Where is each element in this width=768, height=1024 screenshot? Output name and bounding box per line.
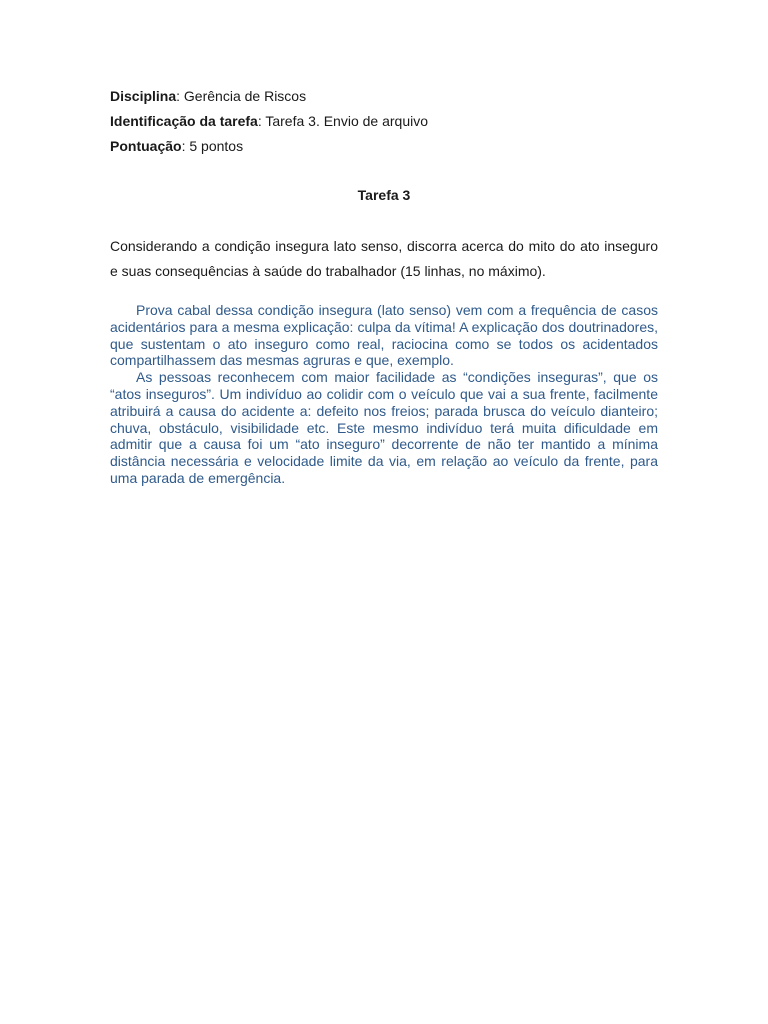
identification-label: Identificação da tarefa (110, 113, 258, 129)
score-separator: : (181, 138, 186, 154)
score-label: Pontuação (110, 138, 182, 154)
identification-separator: : (257, 113, 262, 129)
document-header (110, 84, 658, 159)
answer-paragraph: As pessoas reconhecem com maior facilidade as “condições inseguras”, que os “atos inseguros”. Um indivíduo ao colidir com o veículo que vai a sua frente, facilmente atribuirá a causa do acidente a: defeito nos freios; parada brusca do veículo dianteiro; chuva, obstáculo, visibilidade etc. Este mesmo indivíduo terá muita dificuldade em admitir que a causa foi um “ato inseguro” decorrente de não ter mantido a mínima distância necessária e velocidade limite da via, em relação ao veículo da frente, para uma parada de emergência. (110, 369, 658, 486)
identification-line (110, 109, 658, 134)
discipline-value: Gerência de Riscos (180, 88, 307, 104)
answer-text (110, 302, 658, 487)
score-line (110, 134, 658, 159)
score-value: 5 pontos (185, 138, 244, 154)
answer-paragraph: Prova cabal dessa condição insegura (lato senso) vem com a frequência de casos acidentários para a mesma explicação: culpa da vítima! A explicação dos doutrinadores, que sustentam o ato inseguro como real, raciocina como se todos os acidentados compartilhassem das mesmas agruras e que, exemplo. (110, 302, 658, 369)
task-title: Tarefa 3 (357, 187, 411, 203)
identification-value: Tarefa 3. Envio de arquivo (261, 113, 429, 129)
discipline-label: Disciplina (110, 88, 177, 104)
discipline-separator: : (176, 88, 181, 104)
task-question: Considerando a condição insegura lato senso, discorra acerca do mito do ato inseguro e suas consequências à saúde do trabalhador (15 linhas, no máximo). (110, 238, 658, 279)
discipline-line (110, 84, 658, 109)
